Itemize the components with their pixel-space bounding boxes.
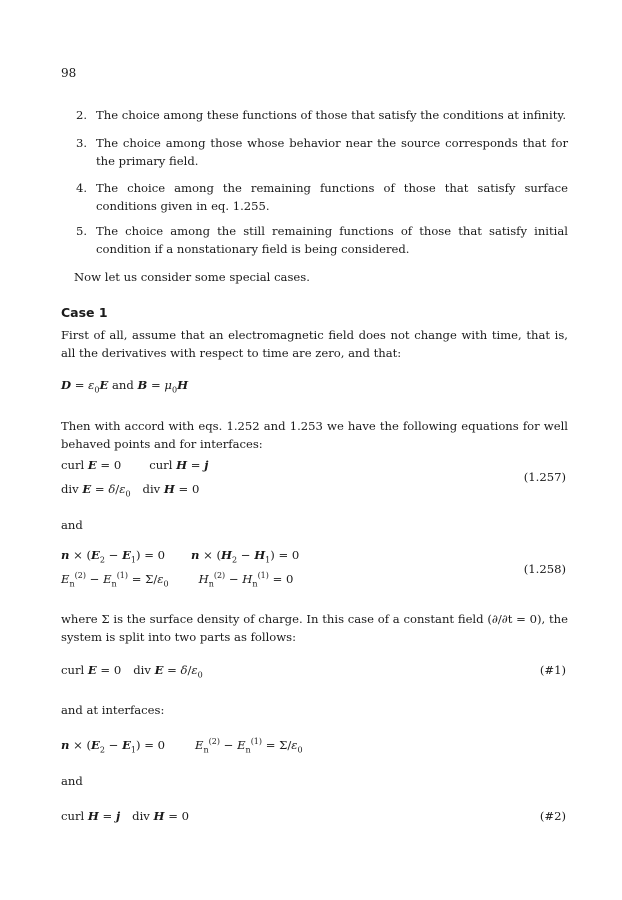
equation-h2: curl H = j div H = 0 <box>61 809 189 823</box>
case-paragraph: First of all, assume that an electromagnetic field does not change with time, that is, all the derivatives with respect to time are zero, and that: <box>61 328 568 360</box>
list-item-number: 5. <box>76 224 88 238</box>
equation-interface: $n \times (E_2 - E_1) = 0$ $E_n^{(2)} - E_n^{(1)} = \Sigma/\varepsilon_0$ <box>61 737 303 755</box>
list-item-text: The choice among those whose behavior near the source corresponds that for the primary field. <box>96 136 568 168</box>
equation-constitutive: $D = \varepsilon_0E$ and $B = \mu_0H$ <box>61 378 189 395</box>
list-item-text: The choice among these functions of those that satisfy the conditions at infinity. <box>96 108 567 122</box>
list-item-number: 4. <box>76 181 88 195</box>
list-item-number: 3. <box>76 136 88 150</box>
intro-paragraph: Now let us consider some special cases. <box>74 270 310 284</box>
equation-1257-line2: div $E = \delta/\varepsilon_0$ div H = 0 <box>61 482 200 499</box>
list-item-text: The choice among the still remaining functions of those that satisfy initial condition if a nonstationary field is being considered. <box>96 224 568 256</box>
list-item <box>76 134 568 170</box>
page-number: 98 <box>61 66 77 80</box>
where-paragraph: where Σ is the surface density of charge. In this case of a constant field (∂/∂t = 0), the system is split into two parts as follows: <box>61 612 568 644</box>
and-word: and <box>61 518 83 532</box>
equation-number: (1.258) <box>523 562 566 576</box>
equation-number: (#2) <box>539 809 566 823</box>
list-item-text: The choice among the remaining functions of those that satisfy surface conditions given in eq. 1.255. <box>96 181 568 213</box>
equation-1258-line1: $n \times (E_2 - E_1) = 0$ $n \times (H_2 - H_1) = 0$ <box>61 548 300 565</box>
equation-1258-line2: $E_n^{(2)} - E_n^{(1)} = \Sigma/\varepsilon_0$ $H_n^{(2)} - H_n^{(1)} = 0$ <box>61 571 294 589</box>
list-item-number: 2. <box>76 108 88 122</box>
equation-number: (1.257) <box>523 470 566 484</box>
equation-1257-line1: curl E = 0 curl H = j <box>61 458 209 472</box>
equation-h1: curl E = 0 div $E = \delta/\varepsilon_0$ <box>61 663 203 680</box>
list-item <box>76 179 568 215</box>
interfaces-label: and at interfaces: <box>61 703 165 717</box>
equation-and-word: and <box>112 378 134 392</box>
case-heading: Case 1 <box>61 305 108 320</box>
then-paragraph: Then with accord with eqs. 1.252 and 1.253 we have the following equations for well behaved points and for interfaces: <box>61 419 568 451</box>
and-word: and <box>61 774 83 788</box>
list-item <box>76 106 568 124</box>
equation-number: (#1) <box>539 663 566 677</box>
list-item <box>76 222 568 258</box>
